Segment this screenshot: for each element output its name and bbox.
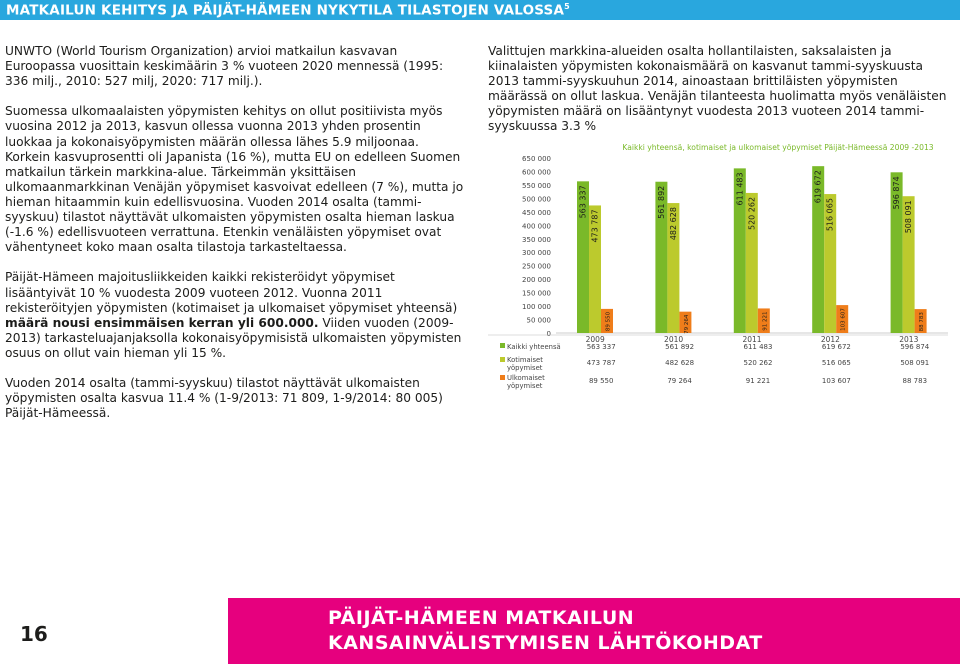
right-column (488, 44, 954, 135)
footer-band (228, 598, 960, 664)
bar-data-label: 596 874 (892, 176, 902, 210)
table-cell: 596 874 (900, 343, 930, 351)
table-cell: 520 262 (743, 359, 773, 367)
left-paragraph-3-post: Viiden vuoden (2009-2013) tarkasteluajanjaksolla kokonaisyöpymisistä ulkomaisten yöpymisten osuus on ollut vain hieman yli 15 %. (5, 315, 462, 360)
bar-data-label: 561 892 (656, 185, 666, 219)
y-tick-label: 100 000 (522, 303, 551, 312)
table-cell: 482 628 (665, 359, 695, 367)
bar-data-label: 520 262 (747, 196, 757, 231)
table-cell: 89 550 (588, 377, 614, 385)
y-tick-label: 150 000 (522, 289, 551, 298)
table-cell: 473 787 (586, 359, 616, 367)
y-tick-label: 250 000 (522, 262, 551, 271)
legend-label-2-line-2: yöpymiset (507, 382, 543, 390)
y-tick-label: 500 000 (522, 195, 551, 204)
y-tick-label: 350 000 (522, 235, 551, 244)
bar-data-label: 91 221 (762, 311, 769, 331)
bar-data-label: 611 483 (735, 172, 745, 206)
table-cell: 103 607 (821, 377, 851, 385)
table-cell: 516 065 (821, 359, 851, 367)
y-tick-label: 450 000 (522, 208, 551, 217)
bar-data-label: 508 091 (904, 200, 914, 234)
table-cell: 91 221 (745, 377, 771, 385)
left-paragraph-3-pre: Päijät-Hämeen majoitusliikkeiden kaikki rekisteröidyt yöpymiset lisääntyivät 10 % vuodesta 2009 vuoteen 2012. Vuonna 2011 rekisteröityjen yöpymisten (kotimaiset ja ulkomaiset yöpymiset yhteensä) (5, 270, 458, 315)
y-tick-label: 600 000 (522, 168, 551, 177)
page-header (0, 0, 960, 20)
bar-data-label: 482 628 (668, 207, 678, 241)
page-number: 16 (20, 622, 48, 646)
right-paragraph-1: Valittujen markkina-alueiden osalta hollantilaisten, saksalaisten ja kiinalaisten yöpymisten kokonaismäärä on kasvanut tammi-syyskuusta 2013 tammi-syyskuuhun 2014, ainoastaan brittiläisten yöpymisten määrässä on ollut laskua. Venäjän tilanteesta huolimatta myös venäläisten yöpymisten määrä on lisääntynyt vuodesta 2013 vuoteen 2014 tammi-syyskuussa 3.3 % (488, 44, 947, 134)
y-tick-label: 650 000 (522, 155, 551, 163)
bar-data-label: 89 550 (605, 311, 612, 332)
bar-data-label: 88 783 (919, 312, 926, 332)
table-cell: 563 337 (586, 343, 616, 351)
y-tick-label: 550 000 (522, 181, 551, 190)
legend-swatch-1 (500, 357, 505, 362)
bar-data-label: 563 337 (578, 185, 588, 219)
left-paragraph-3-bold: määrä nousi ensimmäisen kerran yli 600.000. (5, 315, 319, 330)
table-cell: 619 672 (821, 343, 851, 351)
y-tick-label: 200 000 (522, 276, 551, 285)
y-tick-label: 50 000 (526, 316, 551, 325)
table-cell: 88 783 (902, 377, 928, 385)
bar-data-label: 103 607 (840, 308, 847, 331)
y-tick-label: 0 (546, 330, 551, 338)
table-cell: 561 892 (665, 343, 695, 351)
left-column (5, 44, 467, 436)
footer-title-line-1: PÄIJÄT-HÄMEEN MATKAILUN (328, 607, 635, 629)
y-tick-label: 400 000 (522, 222, 551, 231)
legend-swatch-2 (500, 375, 505, 380)
left-paragraph-1: UNWTO (World Tourism Organization) arvioi matkailun kasvavan Euroopassa vuosittain keskimäärin 3 % vuoteen 2020 mennessä (1995: 336 milj., 2010: 527 milj, 2020: 717 milj.). (5, 44, 444, 89)
footer-title-line-2: KANSAINVÄLISTYMISEN LÄHTÖKOHDAT (328, 632, 763, 654)
legend-label-2-line-1: Ulkomaiset (507, 374, 545, 382)
chart-title: Kaikki yhteensä, kotimaiset ja ulkomaiset yöpymiset Päijät-Hämeessä 2009 -2013 (622, 143, 934, 152)
legend-label-0: Kaikki yhteensä (507, 343, 561, 351)
x-tick-label: 2010 (664, 335, 684, 344)
chart-svg (488, 140, 953, 400)
table-cell: 611 483 (743, 343, 773, 351)
bar-data-label: 516 065 (825, 198, 835, 232)
x-tick-label: 2011 (742, 335, 762, 344)
x-tick-label: 2012 (820, 335, 840, 344)
footnote-mark: 5 (564, 2, 570, 11)
bar-data-label: 619 672 (813, 170, 823, 204)
left-paragraph-2: Suomessa ulkomaalaisten yöpymisten kehitys on ollut positiivista myös vuosina 2012 ja 2013, kasvun ollessa vuonna 2013 yhden prosentin luokkaa ja kokonaisyöpymisten määrän ollessa lähes 5.9 miljoonaa. Korkein kasvuprosentti oli Japanista (16 %), mutta EU on edelleen Suomen matkailun tärkein markkina-alue. Tärkeimmän yksittäisen ulkomaanmarkkinan Venäjän yöpymiset kasvoivat edelleen (7 %), mutta jo hieman hitaammin kuin edellisvuosina. Vuoden 2014 osalta (tammi-syyskuu) tilastot näyttävät ulkomaisten yöpymisten osalta hieman laskua (-1.6 %) edellisvuoteen verrattuna. Etenkin venäläisten yöpymiset ovat vähentyneet koko maan osalta tilastoja tarkasteltaessa. (5, 104, 464, 255)
bar-data-label: 473 787 (590, 209, 600, 243)
legend-label-1-line-1: Kotimaiset (507, 356, 543, 364)
legend-label-1-line-2: yöpymiset (507, 364, 543, 372)
y-tick-label: 300 000 (522, 249, 551, 258)
left-paragraph-4: Vuoden 2014 osalta (tammi-syyskuu) tilastot näyttävät ulkomaisten yöpymisten osalta kasvua 11.4 % (1-9/2013: 71 809, 1-9/2014: 80 005) Päijät-Hämeessä. (5, 376, 443, 421)
legend-swatch-0 (500, 343, 505, 348)
table-cell: 508 091 (900, 359, 930, 367)
overnight-stays-chart (488, 140, 953, 400)
table-cell: 79 264 (667, 377, 692, 385)
header-title-text: MATKAILUN KEHITYS JA PÄIJÄT-HÄMEEN NYKYTILA TILASTOJEN VALOSSA (6, 2, 565, 19)
x-tick-label: 2009 (585, 335, 605, 344)
left-paragraph-3 (5, 270, 467, 361)
footer-title (328, 606, 763, 656)
bar-data-label: 79 264 (683, 314, 690, 334)
x-tick-label: 2013 (899, 335, 919, 344)
header-title (6, 2, 570, 19)
